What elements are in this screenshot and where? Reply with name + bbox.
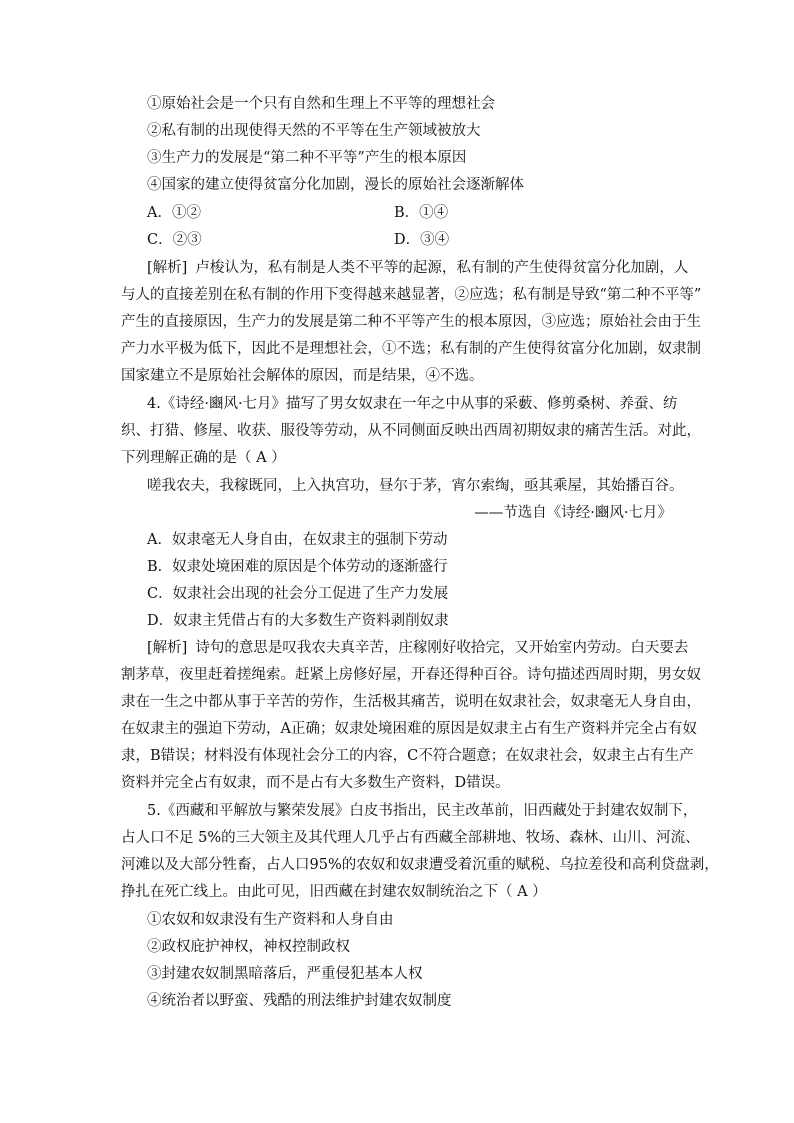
q3-analysis-line-3: 产生的直接原因，生产力的发展是第二种不平等产生的根本原因，③应选；原始社会由于生 bbox=[121, 314, 701, 330]
analysis-tag: [解析] bbox=[147, 260, 188, 276]
analysis-tag: [解析] bbox=[147, 640, 188, 656]
q4-analysis-line-3: 隶在一生之中都从事于辛苦的劳作，生活极其痛苦，说明在奴隶社会，奴隶毫无人身自由， bbox=[121, 694, 701, 710]
q3-statement-2: ②私有制的出现使得天然的不平等在生产领域被放大 bbox=[147, 123, 481, 139]
q4-option-d: D．奴隶主凭借占有的大多数生产资料剥削奴隶 bbox=[147, 613, 449, 629]
q3-analysis-line-4: 产力水平极为低下，因此不是理想社会，①不选；私有制的产生使得贫富分化加剧，奴隶制 bbox=[121, 341, 701, 357]
q4-analysis-line-1 bbox=[147, 638, 688, 658]
q3-option-c: C．②③ bbox=[147, 232, 202, 248]
q5-stem-line-3: 河滩以及大部分牲畜，占人口95%的农奴和奴隶遭受着沉重的赋税、乌拉差役和高利贷盘剥， bbox=[121, 857, 719, 873]
q5-stem-line-2: 占人口不足 5%的三大领主及其代理人几乎占有西藏全部耕地、牧场、森林、山川、河流、 bbox=[121, 830, 700, 846]
q3-option-b: B．①④ bbox=[394, 205, 449, 221]
q4-poem: 嗟我农夫，我稼既同，上入执宫功，昼尔于茅，宵尔索绹，亟其乘屋，其始播百谷。 bbox=[147, 478, 684, 494]
q4-stem-line-3: 下列理解正确的是（ A ） bbox=[121, 450, 286, 466]
q5-statement-1: ①农奴和奴隶没有生产资料和人身自由 bbox=[147, 912, 394, 928]
q4-option-a: A．奴隶毫无人身自由，在奴隶主的强制下劳动 bbox=[147, 532, 448, 548]
q5-stem-line-1: 5.《西藏和平解放与繁荣发展》白皮书指出，民主改革前，旧西藏处于封建农奴制下， bbox=[147, 803, 698, 819]
q5-stem-line-4: 挣扎在死亡线上。由此可见，旧西藏在封建农奴制统治之下（ A ） bbox=[121, 884, 547, 900]
q3-statement-3: ③生产力的发展是“第二种不平等”产生的根本原因 bbox=[147, 150, 467, 166]
q5-statement-2: ②政权庇护神权，神权控制政权 bbox=[147, 939, 350, 955]
q3-analysis-text: 卢梭认为，私有制是人类不平等的起源，私有制的产生使得贫富分化加剧，人 bbox=[195, 260, 689, 276]
q4-stem-line-1: 4.《诗经·豳风·七月》描写了男女奴隶在一年之中从事的采藪、修剪桑树、养蚕、纺 bbox=[147, 396, 678, 412]
q3-statement-1: ①原始社会是一个只有自然和生理上不平等的理想社会 bbox=[147, 96, 495, 112]
q4-source: ——节选自《诗经·豳风·七月》 bbox=[474, 505, 672, 521]
q4-analysis-line-2: 割茅草，夜里赶着搓绳索。赶紧上房修好屋，开春还得种百谷。诗句描述西周时期，男女奴 bbox=[121, 667, 701, 683]
q4-analysis-line-4: 在奴隶主的强迫下劳动，A正确；奴隶处境困难的原因是奴隶主占有生产资料并完全占有奴 bbox=[121, 721, 697, 737]
q4-analysis-line-6: 资料并完全占有奴隶，而不是占有大多数生产资料，D错误。 bbox=[121, 775, 510, 791]
q3-analysis-line-5: 国家建立不是原始社会解体的原因，而是结果，④不选。 bbox=[121, 368, 484, 384]
q4-stem-line-2: 织、打猎、修屋、收获、服役等劳动，从不同侧面反映出西周初期奴隶的痛苦生活。对此， bbox=[121, 423, 701, 439]
q5-statement-3: ③封建农奴制黑暗落后，严重侵犯基本人权 bbox=[147, 966, 423, 982]
q4-option-c: C．奴隶社会出现的社会分工促进了生产力发展 bbox=[147, 586, 449, 602]
q3-analysis-line-2: 与人的直接差别在私有制的作用下变得越来越显著，②应选；私有制是导致“第二种不平等” bbox=[121, 287, 702, 303]
q3-analysis-line-1 bbox=[147, 258, 688, 278]
q3-statement-4: ④国家的建立使得贫富分化加剧，漫长的原始社会逐渐解体 bbox=[147, 177, 524, 193]
q3-option-d: D．③④ bbox=[394, 232, 450, 248]
q3-option-a: A．①② bbox=[147, 205, 201, 221]
q4-analysis-text: 诗句的意思是叹我农夫真辛苦，庄稼刚好收拾完，又开始室内劳动。白天要去 bbox=[195, 640, 689, 656]
q5-statement-4: ④统治者以野蛮、残酷的刑法维护封建农奴制度 bbox=[147, 993, 452, 1009]
q4-analysis-line-5: 隶，B错误；材料没有体现社会分工的内容，C不符合题意；在奴隶社会，奴隶主占有生产 bbox=[121, 748, 694, 764]
q4-option-b: B．奴隶处境困难的原因是个体劳动的逐渐盛行 bbox=[147, 559, 448, 575]
